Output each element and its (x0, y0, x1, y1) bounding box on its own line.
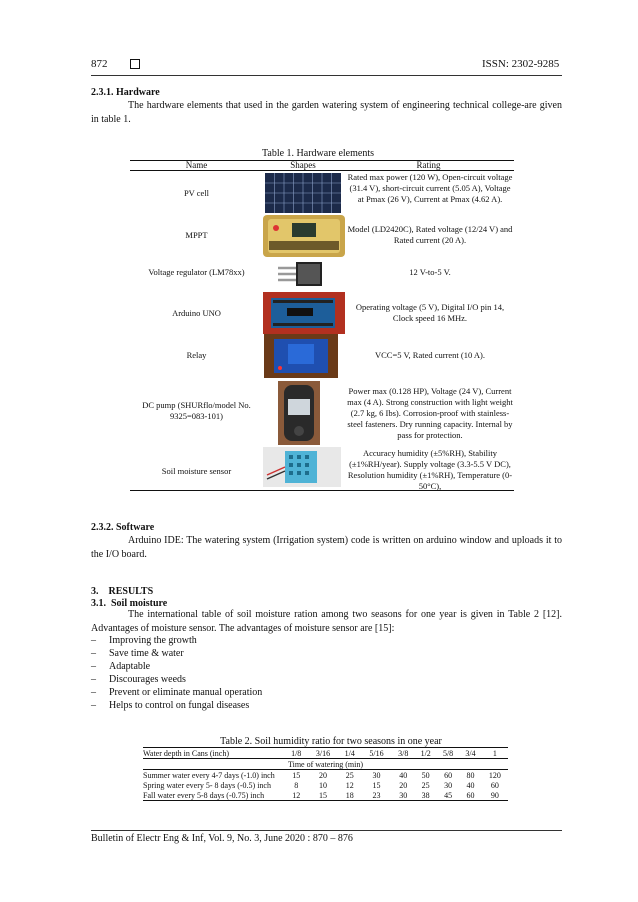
table1-rating-dc-pump: Power max (0.128 HP), Voltage (24 V), Current max (4 A). Strong construction with light weight (2.7 kg, 6 Ibs). Corrosion-proof with stainless-steel fasteners. Dry running capacity. Internal by pass for protection. (347, 386, 513, 440)
section-title-software: 2.3.2. Software (91, 522, 155, 533)
list-item: – Save time & water (91, 648, 184, 659)
table1-rating-pv-cell: Rated max power (120 W), Open-circuit voltage (31.4 V), short-circuit current (5.05 A), Voltage at Pmax (26 V), Current at Pmax (4.62 A). (347, 172, 513, 204)
footer-citation: Bulletin of Electr Eng & Inf, Vol. 9, No. 3, June 2020 : 870 – 876 (91, 833, 353, 844)
solar-panel-image (265, 173, 341, 213)
table1-caption: Table 1. Hardware elements (261, 148, 375, 159)
table2-caption: Table 2. Soil humidity ratio for two seasons in one year (220, 736, 442, 747)
table-row: Summer water every 4-7 days (-1.0) inch 15 20 25 30 40 50 60 80 120 (143, 770, 501, 780)
table1-name-pv-cell: PV cell (183, 188, 210, 198)
soil-moisture-paragraph: The international table of soil moisture ration among two seasons for one year is given in Table 2 [12]. Advantages of moisture sensor. The advantages of moisture sensor are [15]: (91, 609, 562, 634)
charge-controller-image (262, 214, 346, 258)
relay-module-image (264, 334, 338, 378)
table1-name-voltage-regulator: Voltage regulator (LM78xx) (148, 267, 245, 277)
table1-name-arduino: Arduino UNO (172, 308, 221, 318)
table1-rating-mppt: Model (LD2420C), Rated voltage (12/24 V) and Rated current (20 A). (347, 224, 513, 245)
table1-name-relay: Relay (186, 350, 207, 360)
table1-name-soil-sensor: Soil moisture sensor (161, 466, 232, 476)
humidity-sensor-image (263, 447, 341, 487)
table1-rating-soil-sensor: Accuracy humidity (±5%RH), Stability (±1%RH/year). Supply voltage (3.3-5.5 V DC), Resolution humidity (±1%RH), Temperature (0-50°C), (347, 448, 513, 491)
dc-pump-image (278, 381, 320, 445)
checkbox-icon (130, 59, 140, 69)
list-item: – Helps to control on fungal diseases (91, 700, 250, 711)
table1-rating-arduino: Operating voltage (5 V), Digital I/O pin 14, Clock speed 16 MHz. (355, 302, 505, 323)
table2-header-label: Water depth in Cans (inch) (143, 748, 229, 758)
list-item: – Adaptable (91, 661, 151, 672)
table1-name-mppt: MPPT (185, 230, 208, 240)
section-title-hardware: 2.3.1. Hardware (91, 87, 160, 98)
table1-header-shapes: Shapes (290, 160, 316, 170)
issn: ISSN: 2302-9285 (482, 58, 560, 70)
voltage-regulator-image (278, 259, 326, 291)
soil-humidity-table (143, 747, 508, 801)
table1-rating-relay: VCC=5 V, Rated current (10 A). (374, 350, 485, 360)
subsection-title-soil-moisture: 3.1. Soil moisture (91, 598, 168, 609)
list-item: – Discourages weeds (91, 674, 186, 685)
table1-name-dc-pump: DC pump (SHURflo/model No. 9325=083-101) (142, 400, 251, 421)
arduino-board-image (263, 292, 345, 334)
list-item: – Improving the growth (91, 635, 197, 646)
table-rule (130, 170, 514, 171)
footer-rule (91, 830, 562, 831)
table-row: Fall water every 5-8 days (-0.75) inch 12 15 18 23 30 38 45 60 90 (143, 790, 508, 801)
section-title-results: 3. RESULTS (91, 586, 154, 597)
table1-header-name: Name (185, 160, 208, 170)
header-rule (91, 75, 562, 76)
hardware-paragraph: The hardware elements that used in the garden watering system of engineering technical college-are given in table 1. (91, 100, 562, 125)
table-row: Spring water every 5- 8 days (-0.5) inch 8 10 12 15 20 25 30 40 60 (143, 780, 499, 790)
table1-header-rating: Rating (416, 160, 441, 170)
advantages-list (91, 634, 262, 712)
table-row: Water depth in Cans (inch) 1/8 3/16 1/4 5/16 3/8 1/2 5/8 3/4 1 (143, 748, 508, 759)
page-number: 872 (91, 58, 108, 70)
table-rule (130, 490, 514, 491)
table-row (143, 759, 508, 770)
software-paragraph: Arduino IDE: The watering system (Irrigation system) code is written on arduino window and uploads it to the I/O board. (91, 535, 562, 560)
table1-rating-voltage-regulator: 12 V-to-5 V. (409, 267, 451, 277)
list-item: – Prevent or eliminate manual operation (91, 687, 263, 698)
table2-subheader: Time of watering (min) (287, 759, 364, 769)
